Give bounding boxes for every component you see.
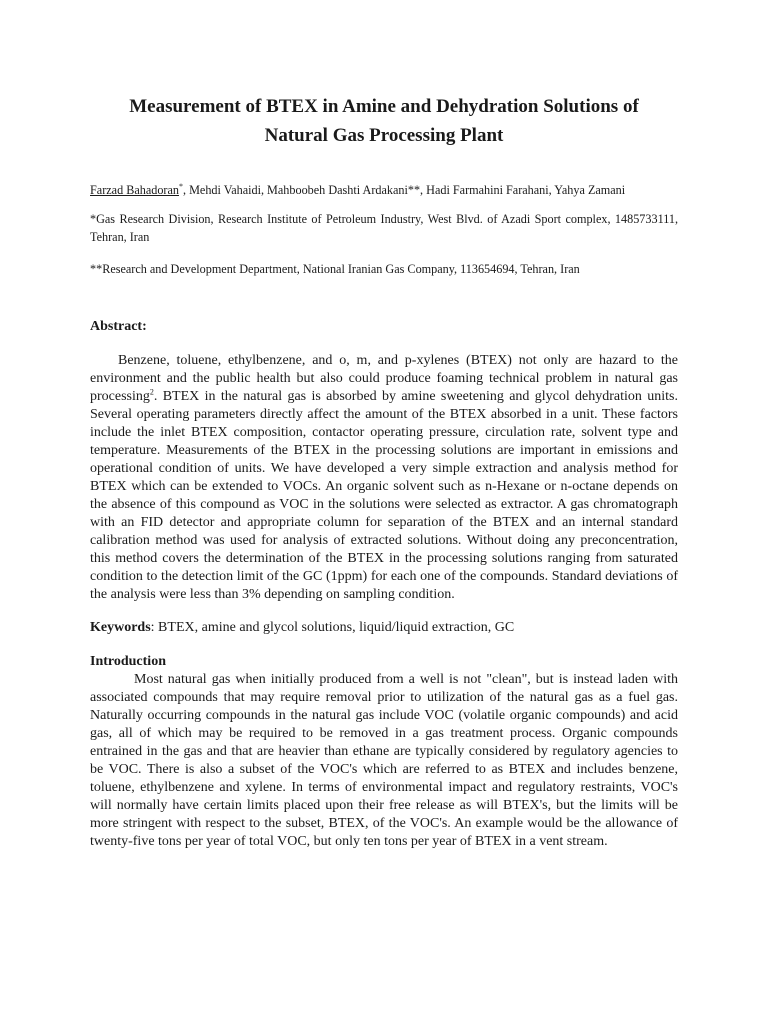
first-author: Farzad Bahadoran — [90, 183, 179, 198]
first-author-mark: * — [179, 182, 183, 191]
affiliation-2: **Research and Development Department, National Iranian Gas Company, 113654694, Tehran, Iran — [90, 262, 580, 277]
author-list — [90, 179, 678, 198]
title-line-2: Natural Gas Processing Plant — [264, 125, 504, 146]
abstract-text-part-2: . BTEX in the natural gas is absorbed by amine sweetening and glycol dehydration units. Several operating parameters directly affect the amount of the BTEX absorbed in a unit. These factors include the inlet BTEX composition, contactor operating pressure, circulation rate, solvent type and temperature. Measurements of the BTEX in the processing solutions are important in emissions and operational condition of units. We have developed a very simple extraction and analysis method for BTEX which can be extended to VOCs. An organic solvent such as n-Hexane or n-octane depends on the absence of this compound as VOC in the solutions were selected as extractor. A gas chromatograph with an FID detector and appropriate column for separation of the BTEX and an internal standard calibration method was used for analysis of extracted solutions. Without doing any preconcentration, this method covers the determination of the BTEX in the processing solutions ranging from saturated condition to the detection limit of the GC (1ppm) for each one of the compounds. Standard deviations of the analysis were less than 3% depending on sampling condition. — [90, 389, 678, 603]
other-authors: , Mehdi Vahaidi, Mahboobeh Dashti Ardakani**, Hadi Farmahini Farahani, Yahya Zamani — [183, 183, 626, 198]
keywords-label: Keywords — [90, 620, 151, 636]
introduction-text: Most natural gas when initially produced from a well is not "clean", but is instead laden with associated compounds that may require removal prior to utilization of the natural gas as a fuel gas. Naturally occurring compounds in the natural gas include VOC (volatile organic compounds) and acid gas, all of which may be required to be removed in a gas treatment process. Organic compounds entrained in the gas and that are heavier than ethane are typically considered by regulatory agencies to be VOC. There is also a subset of the VOC's which are referred to as BTEX and includes benzene, toluene, ethylbenzene and xylene. In terms of environmental impact and regulatory restraints, VOC's will normally have certain limits placed upon their free release as will BTEX's, but the limits will be more stringent with respect to the subset, BTEX, of the VOC's. An example would be the allowance of twenty-five tons per year of total VOC, but only ten tons per year of BTEX in a vent stream. — [90, 672, 678, 850]
abstract-heading: Abstract: — [90, 319, 147, 335]
affiliation-1: *Gas Research Division, Research Institute of Petroleum Industry, West Blvd. of Azadi Sport complex, 1485733111, Tehran, Iran — [90, 212, 678, 245]
keywords-text: : BTEX, amine and glycol solutions, liquid/liquid extraction, GC — [150, 620, 515, 636]
abstract-text — [90, 352, 678, 604]
paper-title — [90, 0, 678, 150]
keywords — [90, 619, 678, 637]
reference-mark: 2 — [149, 387, 154, 397]
introduction-heading: Introduction — [90, 654, 166, 670]
title-line-1: Measurement of BTEX in Amine and Dehydration Solutions of — [129, 96, 639, 117]
abstract-text-part-1: Benzene, toluene, ethylbenzene, and o, m, and p-xylenes (BTEX) not only are hazard to the environment and the public health but also could produce foaming technical problem in natural gas processing — [90, 353, 678, 405]
